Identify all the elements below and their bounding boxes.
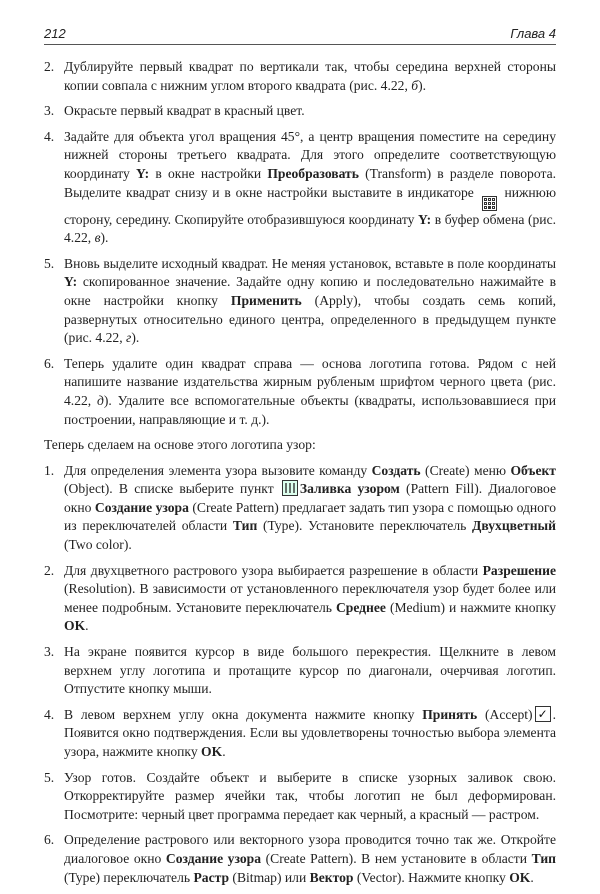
bold-term: Преобразовать	[267, 165, 359, 181]
list-item-number: 2.	[44, 562, 55, 578]
text-run: (Apply), чтобы создать семь копий, развернутых относительно единого центра, определенного в предыдущем пункте (рис. 4.22,	[64, 292, 556, 346]
list-item-number: 4.	[44, 128, 55, 144]
list-item	[44, 643, 556, 699]
bold-term: OK	[509, 869, 531, 885]
bold-term: Тип	[531, 850, 556, 866]
text-run: в буфер обмена (рис. 4.22,	[64, 211, 557, 246]
bold-term: Применить	[230, 292, 302, 308]
text-run: скопированное значение. Задайте одну копию и последовательно нажимайте в окне настройки кнопку	[64, 274, 556, 308]
chapter-title: Глава 4	[510, 26, 556, 41]
steps-list-logo	[44, 58, 556, 429]
text-run: .	[222, 744, 226, 759]
text-run: ).	[418, 77, 427, 93]
text-run: На экране появится курсор в виде большого перекрестия. Щелкните в левом верхнем углу логотипа и протащите курсор по диагонали, очерчивая логотип. Отпустите кнопку мыши.	[64, 644, 556, 697]
text-run: (Create Pattern) предлагает задать тип узора с помощью одного из переключателей области	[64, 499, 557, 534]
bold-term: OK	[64, 618, 86, 634]
figure-ref: д	[97, 392, 104, 408]
bold-term: Двухцветный	[472, 518, 557, 534]
text-run: (Two color).	[64, 537, 132, 553]
page-header	[44, 24, 556, 45]
text-run: Для определения элемента узора вызовите команду	[64, 462, 372, 478]
list-item	[44, 706, 556, 762]
text-run: ). Удалите все вспомогательные объекты (квадраты, использовавшиеся при построении, направляющие и т. д.).	[64, 392, 556, 427]
list-item	[44, 255, 556, 348]
text-run: . Появится окно подтверждения. Если вы удовлетворены точностью выбора элемента узора, нажмите кнопку	[64, 706, 556, 759]
text-run: В левом верхнем углу окна документа нажмите кнопку	[64, 706, 423, 722]
list-item-number: 4.	[44, 706, 55, 722]
text-run: ).	[100, 230, 109, 246]
list-item	[44, 355, 556, 429]
text-run: .	[530, 869, 534, 885]
bold-term: Y:	[418, 211, 432, 227]
text-run: (Medium) и нажмите кнопку	[385, 599, 556, 615]
list-item	[44, 769, 556, 825]
list-item-number: 3.	[44, 103, 55, 119]
bold-term: Среднее	[335, 599, 386, 615]
section-intro: Теперь сделаем на основе этого логотипа узор:	[44, 437, 316, 453]
page-body	[44, 58, 556, 894]
list-item-number: 1.	[44, 462, 55, 478]
bold-term: Создание узора	[165, 850, 262, 866]
steps-list-pattern	[44, 462, 556, 887]
list-item-number: 6.	[44, 355, 55, 371]
text-run: Определение растрового или векторного узора проводится точно так же. Откройте диалоговое окно	[64, 832, 556, 866]
bold-term: Y:	[64, 274, 78, 290]
page-number: 212	[44, 26, 66, 41]
text-run: (Create) меню	[420, 462, 511, 478]
text-run: Для двухцветного растрового узора выбирается разрешение в области	[64, 562, 483, 578]
bold-term: Y:	[136, 165, 150, 181]
text-run: (Pattern Fill). Диалоговое окно	[64, 481, 556, 515]
accept-check-icon	[535, 706, 551, 722]
anchor-grid-icon	[482, 196, 497, 211]
figure-ref: г	[126, 330, 132, 346]
text-run: Теперь удалите один квадрат справа — основа логотипа готова. Рядом с ней напишите название издательства жирным рубленым шрифтом черного цвета (рис. 4.22,	[64, 355, 556, 408]
bold-term: Растр	[193, 869, 230, 885]
text-run: (Bitmap) или	[229, 869, 310, 885]
text-run: (Object). В списке выберите пункт	[64, 481, 280, 497]
bold-term: Принять	[422, 706, 478, 722]
list-item	[44, 102, 556, 121]
text-run: Окрасьте первый квадрат в красный цвет.	[64, 103, 305, 119]
bold-term: Создание узора	[94, 499, 189, 515]
list-item-number: 5.	[44, 255, 55, 271]
bold-term: Заливка узором	[299, 481, 400, 497]
text-run: (Type). Установите переключатель	[257, 518, 473, 534]
bold-term: OK	[201, 744, 223, 759]
list-item	[44, 831, 556, 887]
text-run: (Transform) в разделе поворота. Выделите квадрат снизу и в окне настройки выставите в индикаторе	[64, 165, 556, 200]
bold-term: Разрешение	[482, 562, 556, 578]
list-item-number: 2.	[44, 59, 55, 74]
list-item	[44, 128, 556, 248]
text-run: в окне настройки	[149, 165, 268, 181]
text-run: Задайте для объекта угол вращения 45°, а центр вращения поместите на середину нижней стороны третьего квадрата. Для этого определите соответствующую координату	[64, 128, 556, 181]
text-run: .	[85, 618, 89, 634]
figure-ref: б	[411, 77, 419, 93]
list-item	[44, 562, 556, 636]
text-run: (Accept)	[477, 706, 533, 722]
text-run: ).	[131, 330, 140, 346]
list-item-number: 3.	[44, 644, 55, 660]
bold-term: Вектор	[309, 869, 354, 885]
list-item-number: 6.	[44, 832, 55, 848]
text-run: Вновь выделите исходный квадрат. Не меняя установок, вставьте в поле координаты	[64, 255, 556, 271]
text-run: Узор готов. Создайте объект и выберите в списке узорных заливок свою. Откорректируйте размер ячейки так, чтобы логотип не был деформирован. Посмотрите: черный цвет программа передает как черный, а красный — растром.	[64, 769, 556, 822]
pattern-fill-icon	[282, 480, 298, 496]
list-item-number: 5.	[44, 769, 55, 785]
bold-term: Создать	[371, 462, 421, 478]
text-run: нижнюю сторону, середину. Скопируйте отобразившуюся координату	[64, 184, 556, 227]
list-item	[44, 58, 556, 95]
text-run: (Type) переключатель	[64, 869, 194, 885]
bold-term: Объект	[510, 462, 556, 478]
text-run: Дублируйте первый квадрат по вертикали так, чтобы середина верхней стороны копии совпала с нижним углом второго квадрата (рис. 4.22,	[64, 59, 556, 93]
list-item	[44, 462, 556, 555]
text-run: (Resolution). В зависимости от установленного переключателя узор будет более или менее подробным. Установите переключатель	[64, 581, 556, 615]
text-run: (Create Pattern). В нем установите в области	[261, 850, 532, 866]
text-run: (Vector). Нажмите кнопку	[353, 869, 510, 885]
bold-term: Тип	[232, 518, 258, 534]
figure-ref: в	[94, 230, 101, 246]
